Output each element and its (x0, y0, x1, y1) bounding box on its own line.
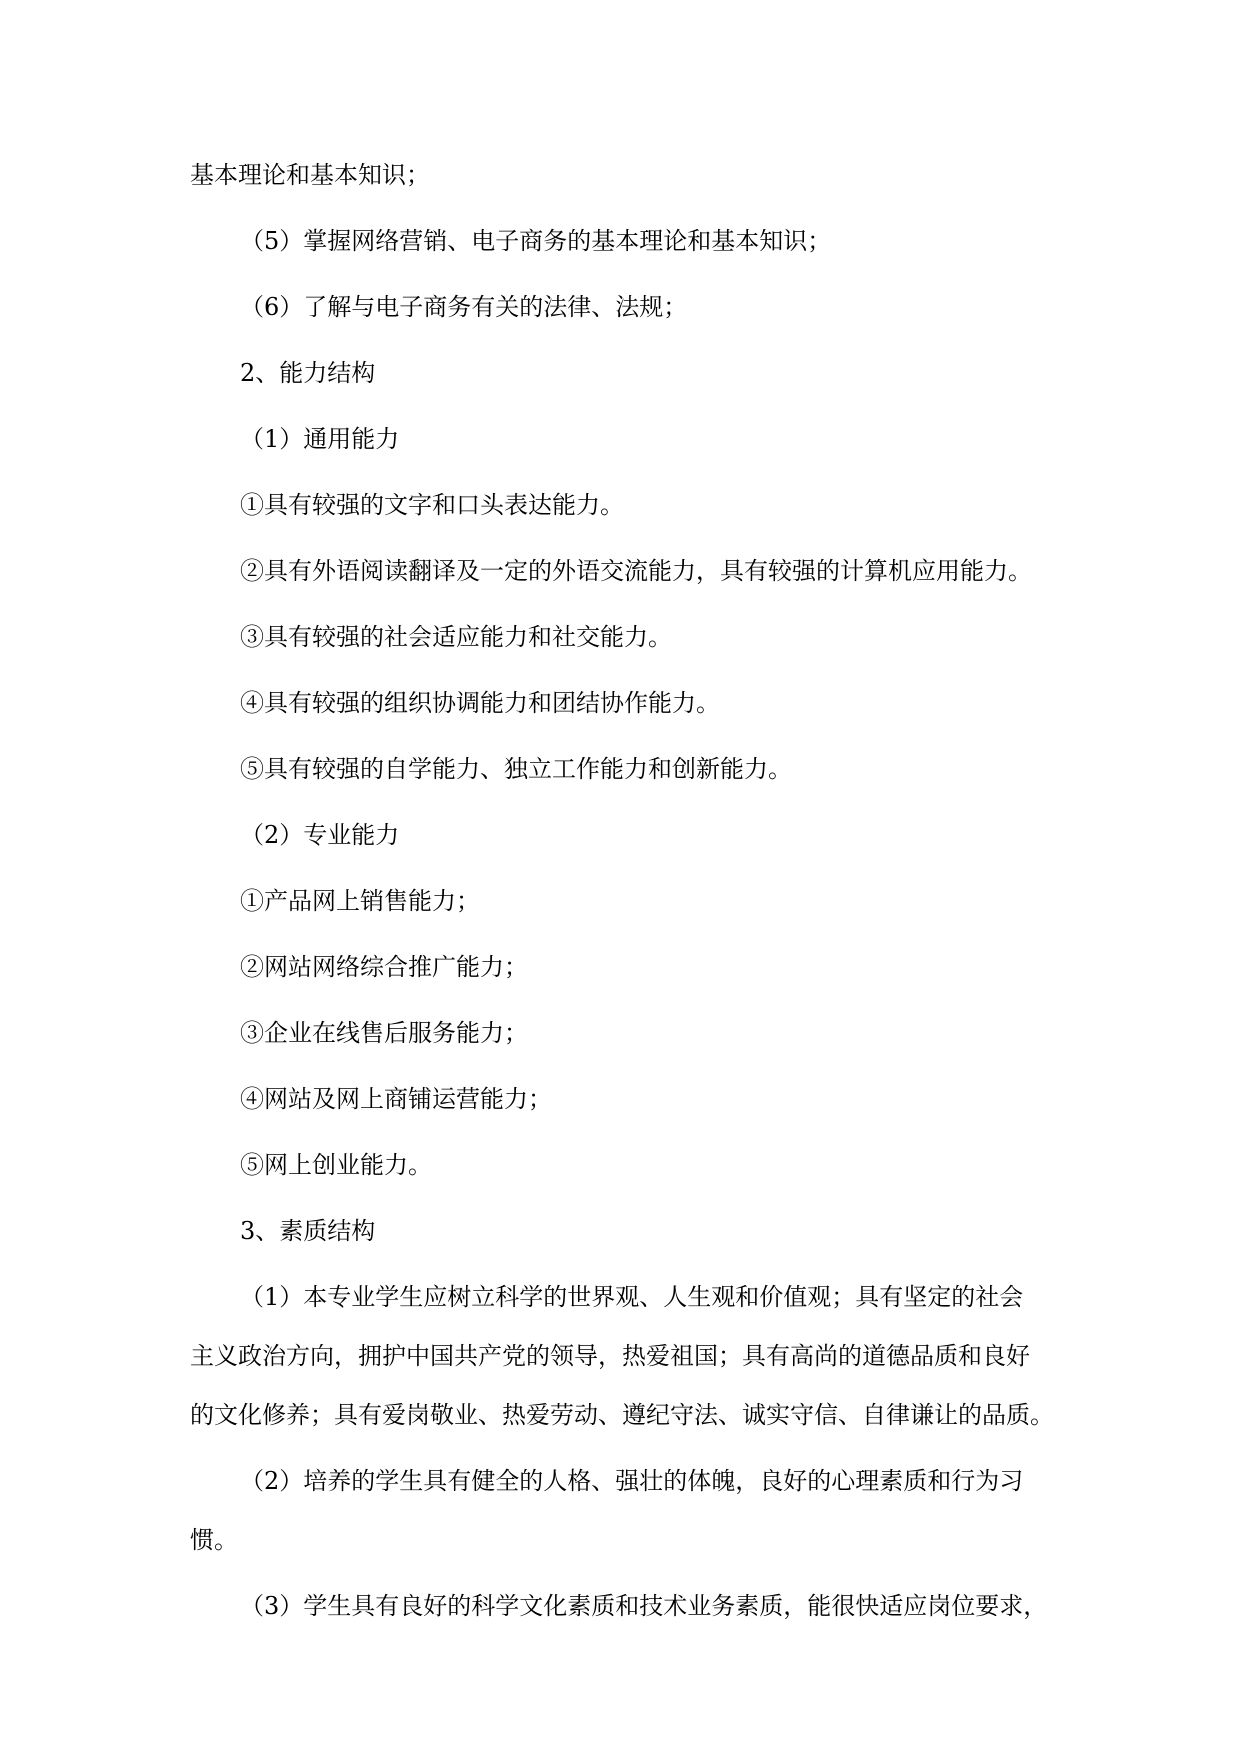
list-item: ⑤网上创业能力。 (240, 1151, 432, 1179)
text-line: 基本理论和基本知识； (190, 161, 430, 189)
paragraph-line: 的文化修养；具有爱岗敬业、热爱劳动、遵纪守法、诚实守信、自律谦让的品质。 (190, 1401, 1054, 1429)
paragraph-line: 惯。 (190, 1526, 238, 1554)
list-item: ④网站及网上商铺运营能力； (240, 1085, 552, 1113)
subsection-heading: （2）专业能力 (240, 821, 400, 849)
section-heading: 3、素质结构 (240, 1217, 376, 1245)
paragraph-line: （2）培养的学生具有健全的人格、强壮的体魄，良好的心理素质和行为习 (240, 1467, 1024, 1495)
list-item: ②网站网络综合推广能力； (240, 953, 528, 981)
paragraph-line: （3）学生具有良好的科学文化素质和技术业务素质，能很快适应岗位要求， (240, 1592, 1048, 1620)
text-line: （5）掌握网络营销、电子商务的基本理论和基本知识； (240, 227, 832, 255)
paragraph-line: 主义政治方向，拥护中国共产党的领导，热爱祖国；具有高尚的道德品质和良好 (190, 1342, 1030, 1370)
text-line: （6）了解与电子商务有关的法律、法规； (240, 293, 688, 321)
list-item: ③企业在线售后服务能力； (240, 1019, 528, 1047)
list-item: ⑤具有较强的自学能力、独立工作能力和创新能力。 (240, 755, 792, 783)
list-item: ③具有较强的社会适应能力和社交能力。 (240, 623, 672, 651)
paragraph-line: （1）本专业学生应树立科学的世界观、人生观和价值观；具有坚定的社会 (240, 1283, 1024, 1311)
subsection-heading: （1）通用能力 (240, 425, 400, 453)
list-item: ④具有较强的组织协调能力和团结协作能力。 (240, 689, 720, 717)
list-item: ①具有较强的文字和口头表达能力。 (240, 491, 624, 519)
list-item: ②具有外语阅读翻译及一定的外语交流能力，具有较强的计算机应用能力。 (240, 557, 1032, 585)
section-heading: 2、能力结构 (240, 359, 376, 387)
list-item: ①产品网上销售能力； (240, 887, 480, 915)
